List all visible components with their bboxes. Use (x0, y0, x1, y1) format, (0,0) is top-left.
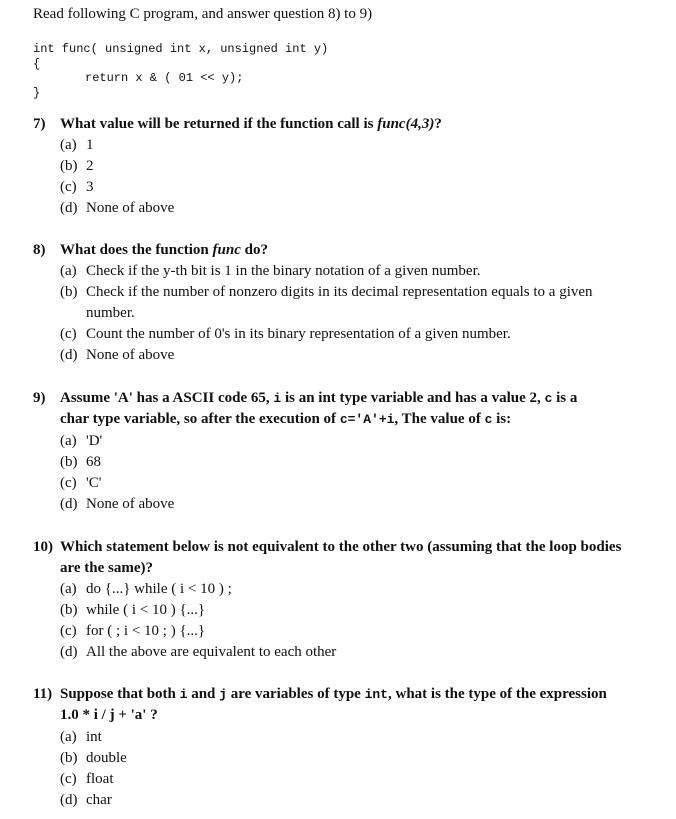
question-text: are variables of type (226, 686, 365, 702)
question-text: ? (434, 116, 442, 132)
option-item: (a) int (60, 729, 102, 745)
option-item: (a) do {...} while ( i < 10 ) ; (60, 581, 232, 597)
question-text: Which statement below is not equivalent to the other two (assuming that the loop bodies (60, 539, 622, 555)
question-number: 10) (33, 539, 53, 555)
option-item: (d) None of above (60, 200, 175, 216)
code-line: } (33, 86, 41, 100)
question-text: , The value of (394, 411, 485, 427)
question-number: 7) (33, 116, 46, 132)
code-variable: j (219, 687, 227, 702)
option-item: (b) Check if the number of nonzero digits in its decimal representation equals to a given (60, 284, 593, 300)
code-expression: c='A'+i (339, 412, 395, 427)
question-10 (33, 539, 653, 556)
code-variable: c (484, 412, 493, 427)
option-item: (c) 'C' (60, 475, 102, 491)
question-text: is: (492, 411, 512, 427)
code-line: int func( unsigned int x, unsigned int y) (33, 42, 329, 56)
option-item: (b) double (60, 750, 127, 766)
question-text: Assume 'A' has a ASCII code 65, (60, 390, 274, 406)
question-11 (33, 686, 653, 703)
question-text: What does the function (60, 242, 213, 258)
option-item: (a) 'D' (60, 433, 103, 449)
question-9 (33, 390, 653, 407)
option-item: (d) None of above (60, 347, 175, 363)
question-8 (33, 242, 653, 259)
option-item: (c) Count the number of 0's in its binary representation of a given number. (60, 326, 511, 342)
question-7 (33, 116, 653, 133)
code-variable: i (273, 391, 282, 406)
question-number: 9) (33, 390, 46, 406)
function-name: func (212, 242, 241, 258)
question-number: 11) (33, 686, 53, 702)
option-item: (b) while ( i < 10 ) {...} (60, 602, 206, 618)
option-continuation: number. (86, 305, 135, 321)
code-type: int (364, 687, 388, 702)
option-item: (a) 1 (60, 137, 94, 153)
option-item: (c) for ( ; i < 10 ; ) {...} (60, 623, 206, 639)
question-text: char type variable, so after the execution of (60, 411, 340, 427)
question-9-line-2 (60, 411, 676, 428)
function-call: func(4,3) (377, 116, 435, 132)
question-text: do? (240, 242, 268, 258)
code-variable: i (179, 687, 188, 702)
code-line: return x & ( 01 << y); (85, 71, 244, 85)
question-text: is a (552, 390, 578, 406)
question-text: is an int type variable and has a value 2, (281, 390, 545, 406)
intro-text: Read following C program, and answer question 8) to 9) (33, 6, 373, 22)
option-item: (d) None of above (60, 496, 175, 512)
question-11-line-2: 1.0 * i / j + 'a' ? (60, 707, 158, 723)
code-variable: c (544, 391, 553, 406)
question-text: and (187, 686, 220, 702)
option-item: (b) 2 (60, 158, 94, 174)
code-line: { (33, 57, 41, 71)
option-item: (a) Check if the y-th bit is 1 in the binary notation of a given number. (60, 263, 481, 279)
question-10-line-2: are the same)? (60, 560, 154, 576)
question-text: Suppose that both (60, 686, 180, 702)
option-item: (c) 3 (60, 179, 94, 195)
option-item: (c) float (60, 771, 114, 787)
question-text: What value will be returned if the function call is (60, 116, 378, 132)
option-item: (d) char (60, 792, 112, 808)
option-item: (b) 68 (60, 454, 101, 470)
question-text: , what is the type of the expression (387, 686, 607, 702)
option-item: (d) All the above are equivalent to each other (60, 644, 337, 660)
question-number: 8) (33, 242, 46, 258)
